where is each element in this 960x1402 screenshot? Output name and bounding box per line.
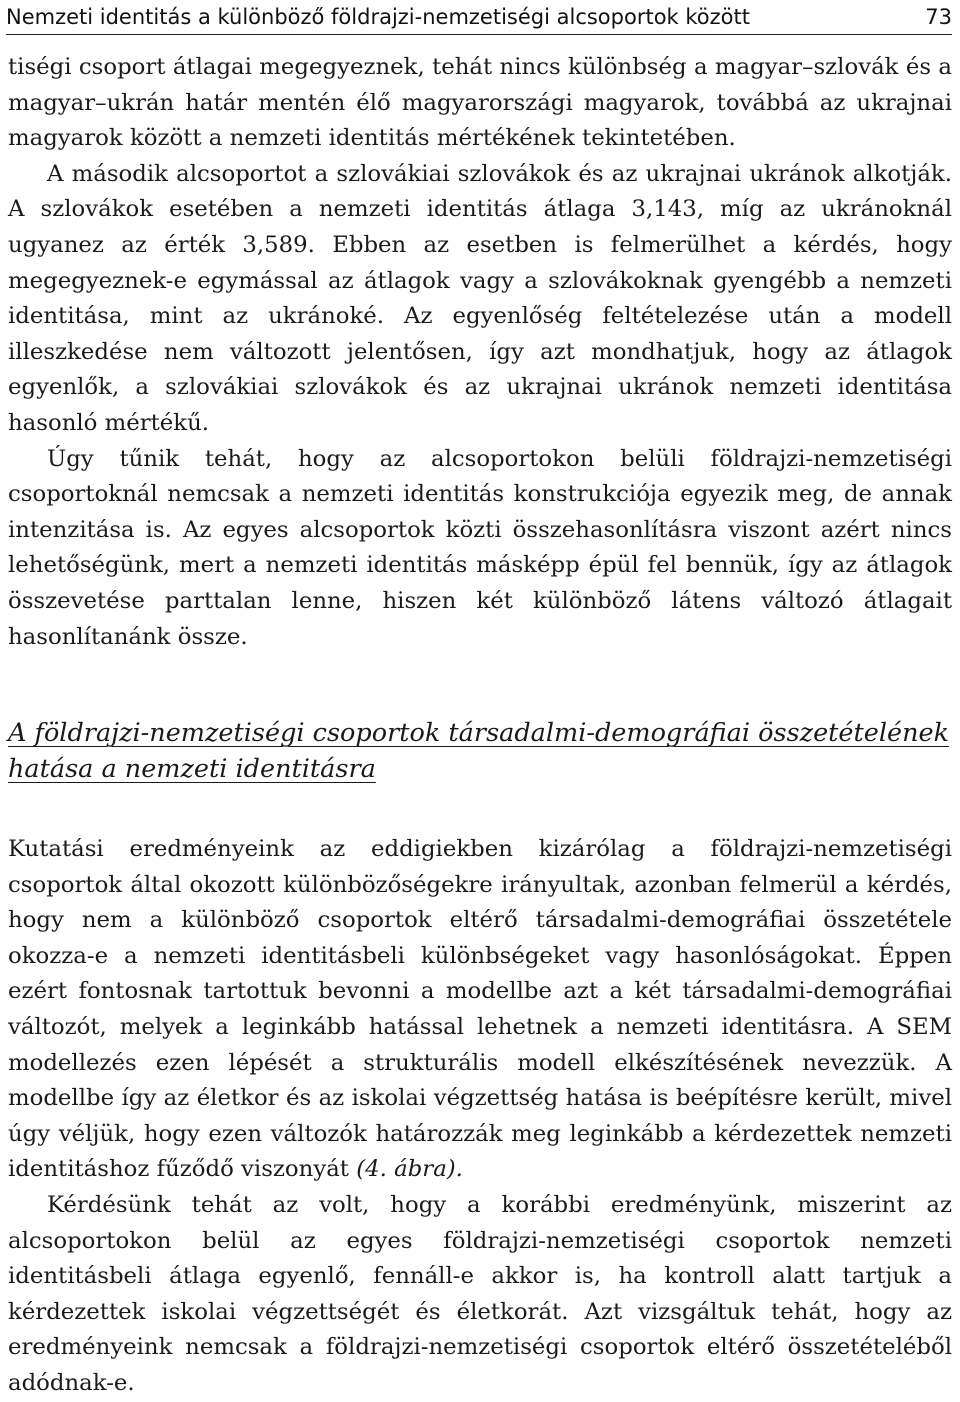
section-heading: A földrajzi-nemzetiségi csoportok társadalmi-demográfiai összetételének hatása a nemzeti identitásra	[8, 718, 950, 785]
page-number: 73	[925, 5, 952, 29]
page-body	[8, 50, 952, 1402]
figure-reference: (4. ábra).	[356, 1156, 463, 1183]
running-header	[6, 0, 952, 35]
paragraph-research-results	[8, 832, 952, 1188]
paragraph-research-results-text: Kutatási eredményeink az eddigiekben kizárólag a földrajzi-nemzetiségi csoportok által okozott különbözőségekre irányultak, azonban felmerül a kérdés, hogy nem a különböző csoportok eltérő társadalmi-demográfiai összetétele okozza-e a nemzeti identitásbeli különbségeket vagy hasonlóságokat. Éppen ezért fontosnak tartottuk bevonni a modellbe azt a két társadalmi-demográfiai változót, melyek a leginkább hatással lehetnek a nemzeti identitásra. A SEM modellezés ezen lépését a strukturális modell elkészítésének nevezzük. A modellbe így az életkor és az iskolai végzettség hatása is beépítésre került, mivel úgy véljük, hogy ezen változók határozzák meg leginkább a kérdezettek nemzeti identitáshoz fűződő viszonyát	[8, 836, 952, 1183]
paragraph-conclusion: Úgy tűnik tehát, hogy az alcsoportokon belüli földrajzi-nemzetiségi csoportoknál nemcsak a nemzeti identitás konstrukciója egyezik meg, de annak intenzitása is. Az egyes alcsoportok közti összehasonlításra viszont azért nincs lehetőségünk, mert a nemzeti identitás másképp épül fel bennük, így az átlagok összevetése parttalan lenne, hiszen két különböző látens változó átlagait hasonlítanánk össze.	[8, 445, 952, 650]
paragraph-second-subgroup: A második alcsoportot a szlovákiai szlovákok és az ukrajnai ukránok alkotják. A szlovákok esetében a nemzeti identitás átlaga 3,143, míg az ukránoknál ugyanez az érték 3,589. Ebben az esetben is felmerülhet a kérdés, hogy megegyeznek-e egymással az átlagok vagy a szlovákoknak gyengébb a nemzeti identitása, mint az ukránoké. Az egyenlőség feltételezése után a modell illeszkedése nem változott jelentősen, így azt mondhatjuk, hogy az átlagok egyenlők, a szlovákiai szlovákok és az ukrajnai ukránok nemzeti identitása hasonló mértékű.	[8, 160, 952, 436]
running-title: Nemzeti identitás a különböző földrajzi-nemzetiségi alcsoportok között	[6, 5, 750, 29]
paragraph-question: Kérdésünk tehát az volt, hogy a korábbi eredményünk, miszerint az alcsoportokon belül az egyes földrajzi-nemzetiségi csoportok nemzeti identitásbeli átlaga egyenlő, fennáll-e akkor is, ha kontroll alatt tartjuk a kérdezettek iskolai végzettségét és életkorát. Azt vizsgáltuk tehát, hogy az eredményeink nemcsak a földrajzi-nemzetiségi csoportok eltérő összetételéből adódnak-e.	[8, 1192, 952, 1396]
paragraph-continuation: tiségi csoport átlagai megegyeznek, tehát nincs különbség a magyar–szlovák és a magyar–ukrán határ mentén élő magyarországi magyarok, továbbá az ukrajnai magyarok között a nemzeti identitás mértékének tekintetében.	[8, 54, 952, 152]
